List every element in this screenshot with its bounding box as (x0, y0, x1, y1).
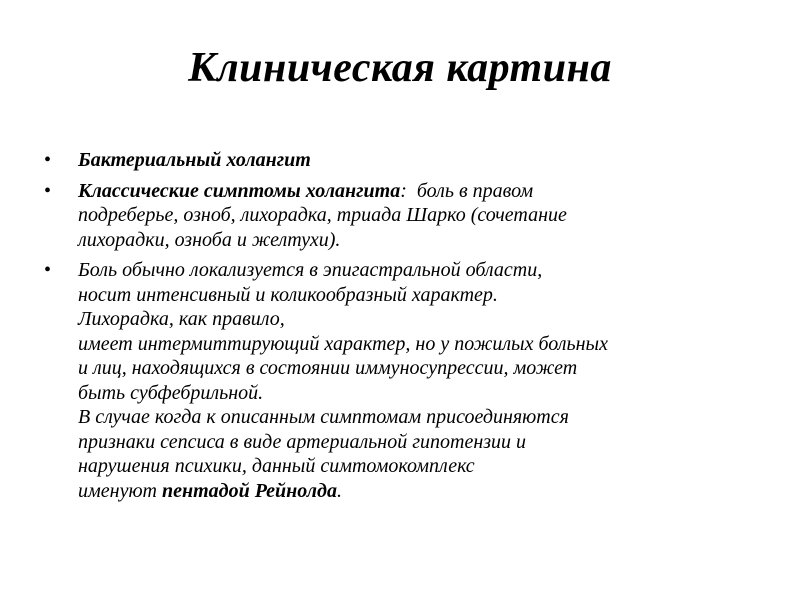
bullet-3-line-8: признаки сепсиса в виде артериальной гипотензии и (78, 430, 527, 453)
bullet-3-line-1: Боль обычно локализуется в эпигастральной области, (78, 259, 543, 281)
bullet-2-lead: Классические симптомы холангита (78, 179, 401, 202)
bullet-3-line-9: нарушения психики, данный симтомокомплекс (78, 455, 475, 477)
bullet-2-line-1 (78, 179, 762, 204)
bullet-3-line-7: В случае когда к описанным симптомам присоединяются (78, 406, 569, 428)
bullet-1-text: Бактериальный холангит (78, 149, 311, 171)
bullet-item-1 (42, 148, 762, 173)
bullet-3-line-6: быть субфебрильной. (78, 381, 264, 404)
bullet-icon: • (44, 149, 52, 171)
slide-title: Клиническая картина (188, 45, 612, 91)
bullet-item-3 (42, 258, 762, 503)
bullet-3-line-10 (78, 479, 762, 504)
bullet-3-line-4: имеет интермиттирующий характер, но у пожилых больных (78, 332, 608, 355)
bullet-2-line-3: лихорадки, озноба и желтухи). (78, 228, 341, 251)
bullet-item-2 (42, 179, 762, 253)
pentad-term: пентадой Рейнолда (161, 479, 337, 502)
bullet-3-line-5: и лиц, находящихся в состоянии иммуносупрессии, может (78, 357, 578, 379)
bullet-2-line-1-rest: боль в правом (406, 179, 534, 202)
bullet-2-colon: : (400, 179, 407, 202)
bullet-3-line-3: Лихорадка, как правило, (78, 308, 285, 330)
bullet-icon: • (44, 259, 52, 281)
bullet-icon: • (44, 179, 52, 202)
bullet-2-line-2: подреберье, озноб, лихорадка, триада Шарко (сочетание (78, 204, 567, 226)
bullet-list (42, 148, 762, 509)
bullet-3-line-2: носит интенсивный и коликообразный характер. (78, 283, 498, 306)
bullet-3-line-10-pre: именуют (78, 479, 162, 502)
bullet-3-line-10-post: . (336, 479, 342, 502)
